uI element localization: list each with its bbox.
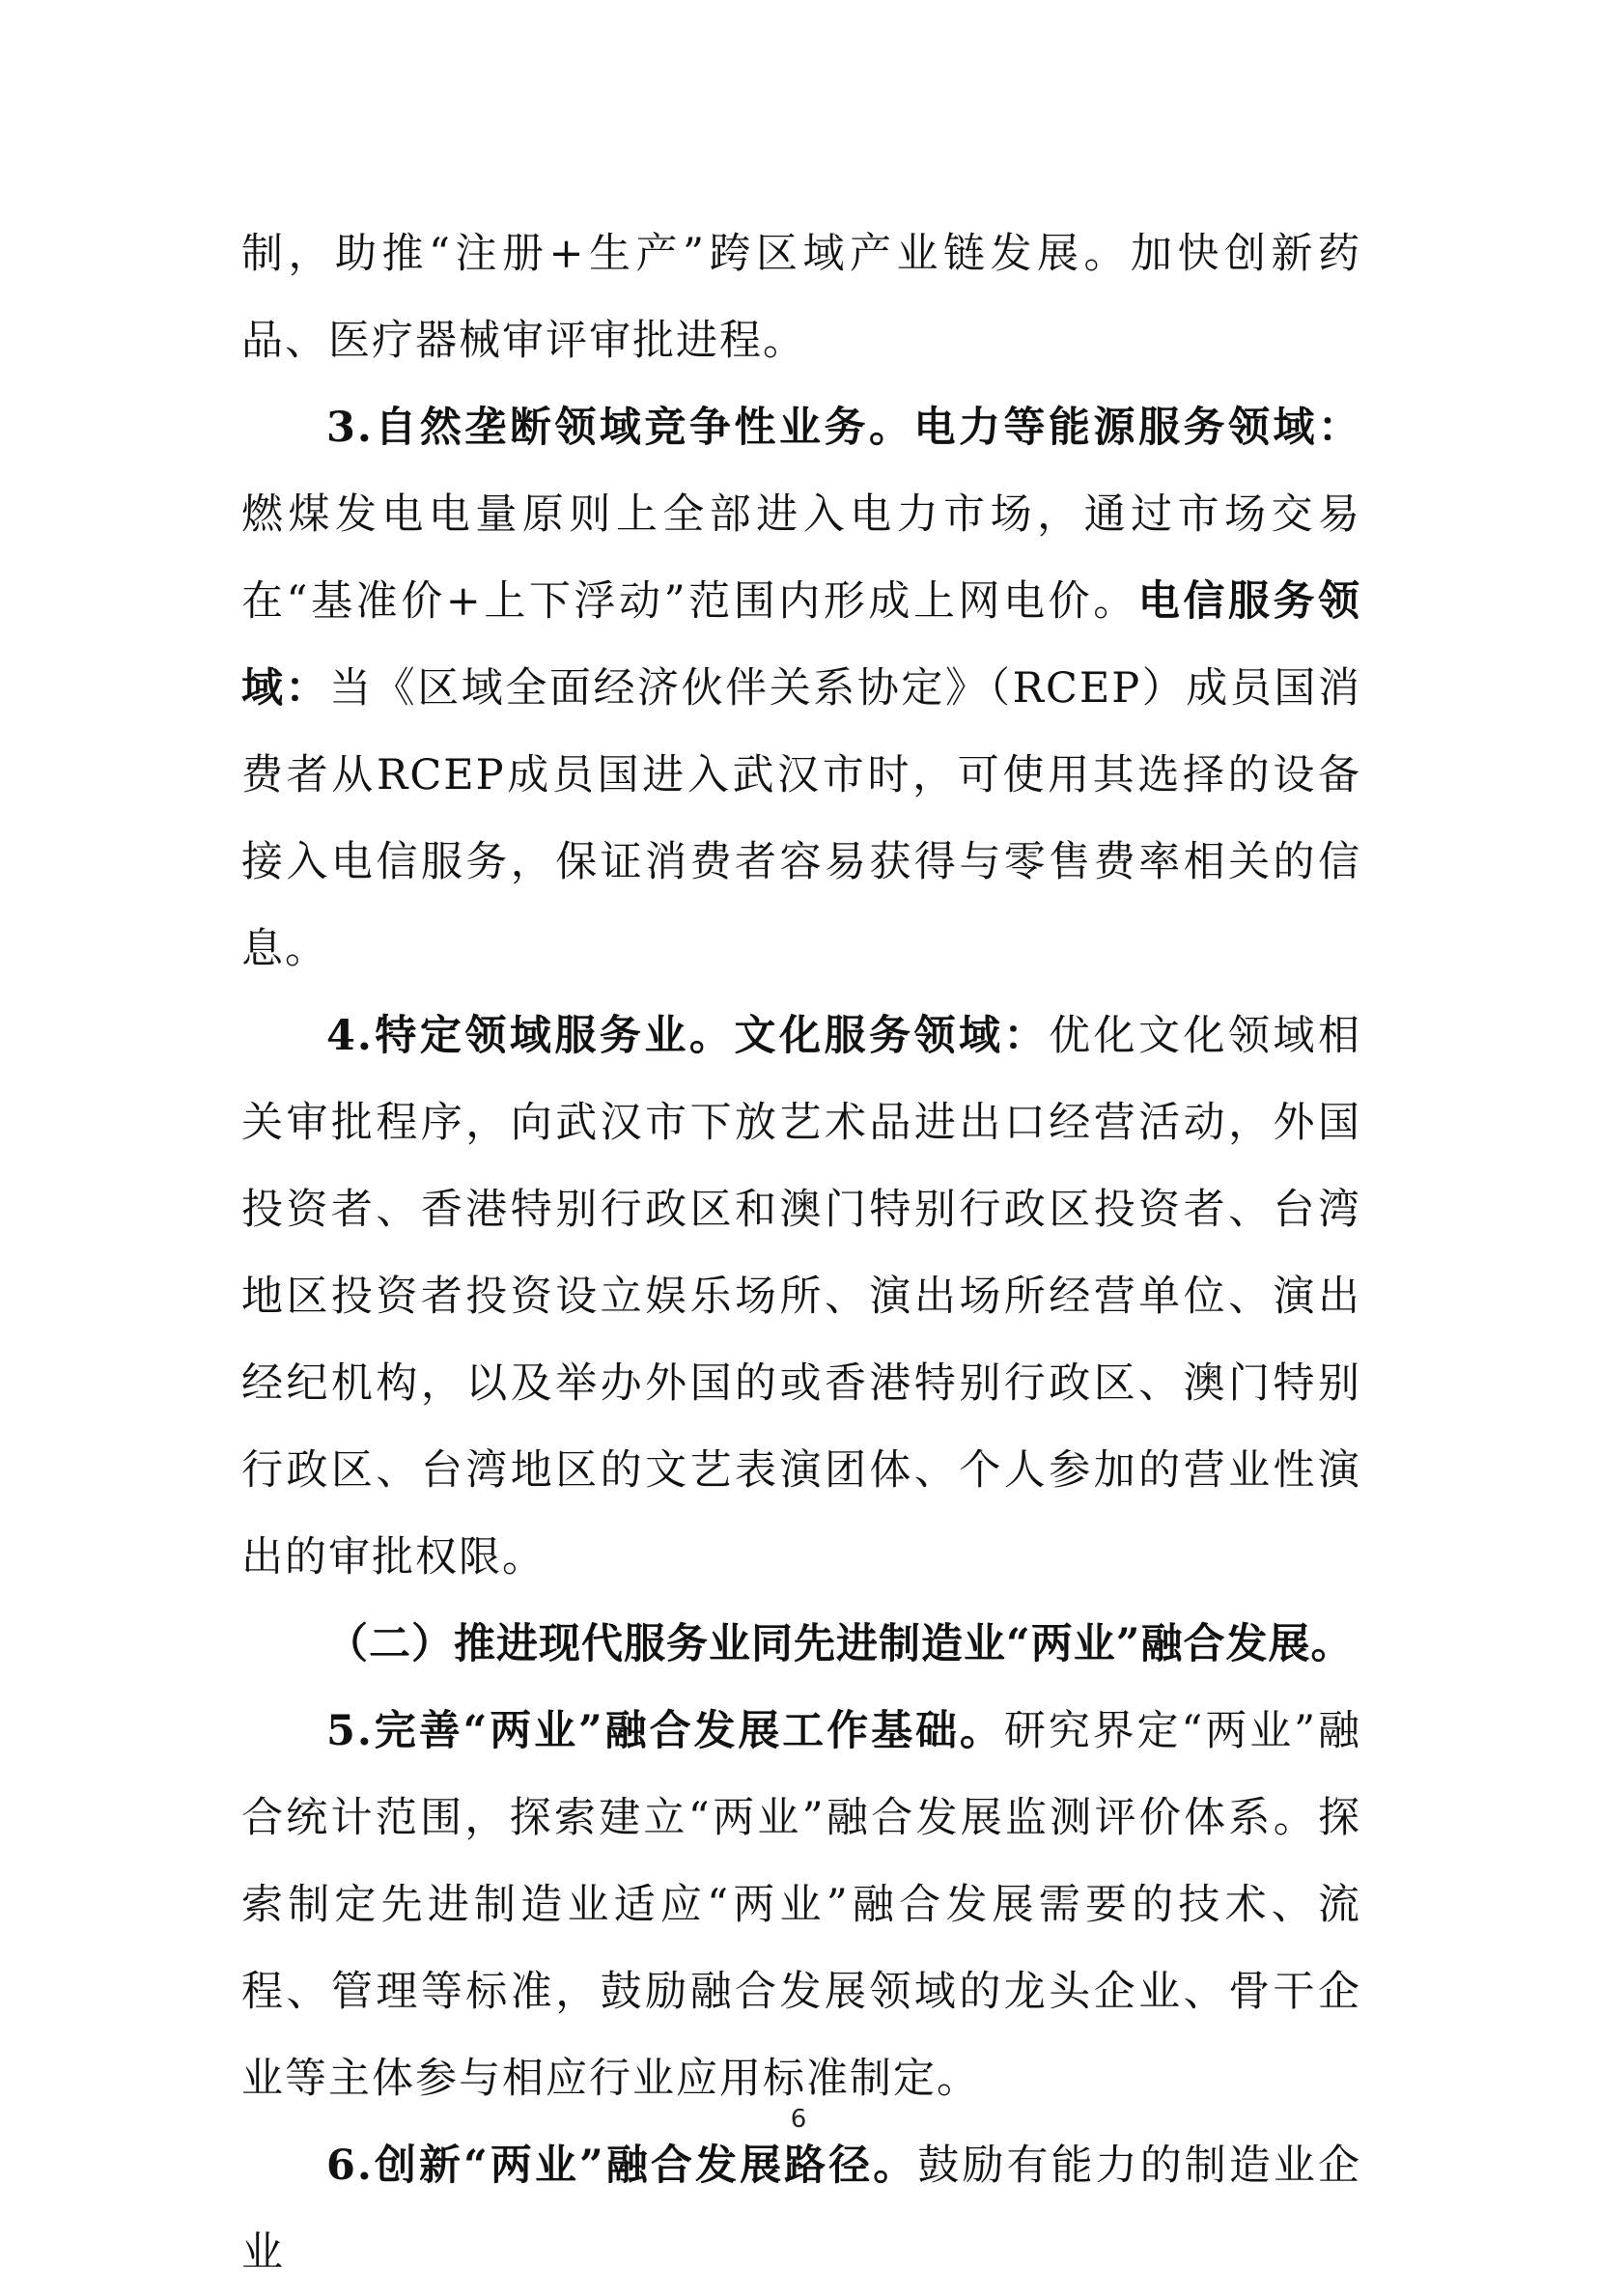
telecom-label: 电信服务领域： (241, 577, 1362, 713)
section-heading-3: 3.自然垄断领域竞争性业务。 (326, 404, 914, 452)
document-body (241, 210, 1361, 2296)
energy-label: 电力等能源服务领域： (913, 404, 1362, 452)
integration-path-text: 鼓励有能力的制造业企业 (241, 2142, 1362, 2277)
page-number: 6 (790, 2105, 807, 2134)
section-heading-5: 5.完善“两业”融合发展工作基础。 (326, 1707, 1004, 1755)
paragraph-medical-approval (241, 210, 1361, 384)
paragraph-natural-monopoly (241, 384, 1361, 993)
integration-foundation-text: 研究界定“两业”融合统计范围，探索建立“两业”融合发展监测评价体系。探索制定先进制造业适应“两业”融合发展需要的技术、流程、管理等标准，鼓励融合发展领域的龙头企业、骨干企业等主体参与相应行业应用标准制定。 (241, 1707, 1362, 2103)
telecom-text: 当《区域全面经济伙伴关系协定》（RCEP）成员国消费者从RCEP成员国进入武汉市时，可使用其选择的设备接入电信服务，保证消费者容易获得与零售费率相关的信息。 (241, 664, 1361, 973)
section-heading-6: 6.创新“两业”融合发展路径。 (326, 2142, 918, 2190)
culture-label: 文化服务领域： (734, 1012, 1049, 1060)
paragraph-integration-path (241, 2122, 1361, 2296)
culture-text: 优化文化领域相关审批程序，向武汉市下放艺术品进出口经营活动，外国投资者、香港特别行政区和澳门特别行政区投资者、台湾地区投资者投资设立娱乐场所、演出场所经营单位、演出经纪机构，以及举办外国的或香港特别行政区、澳门特别行政区、台湾地区的文艺表演团体、个人参加的营业性演出的审批权限。 (241, 1012, 1362, 1582)
paragraph-specific-services (241, 993, 1361, 1601)
section-heading-2: （二）推进现代服务业同先进制造业“两业”融合发展。 (326, 1620, 1354, 1668)
paragraph-text: 制，助推“注册+生产”跨区域产业链发展。加快创新药品、医疗器械审评审批进程。 (241, 230, 1361, 365)
energy-text: 燃煤发电电量原则上全部进入电力市场，通过市场交易在“基准价+上下浮动”范围内形成上网电价。 (241, 490, 1361, 626)
section-heading-4: 4.特定领域服务业。 (326, 1012, 735, 1060)
paragraph-integration-foundation (241, 1688, 1361, 2122)
